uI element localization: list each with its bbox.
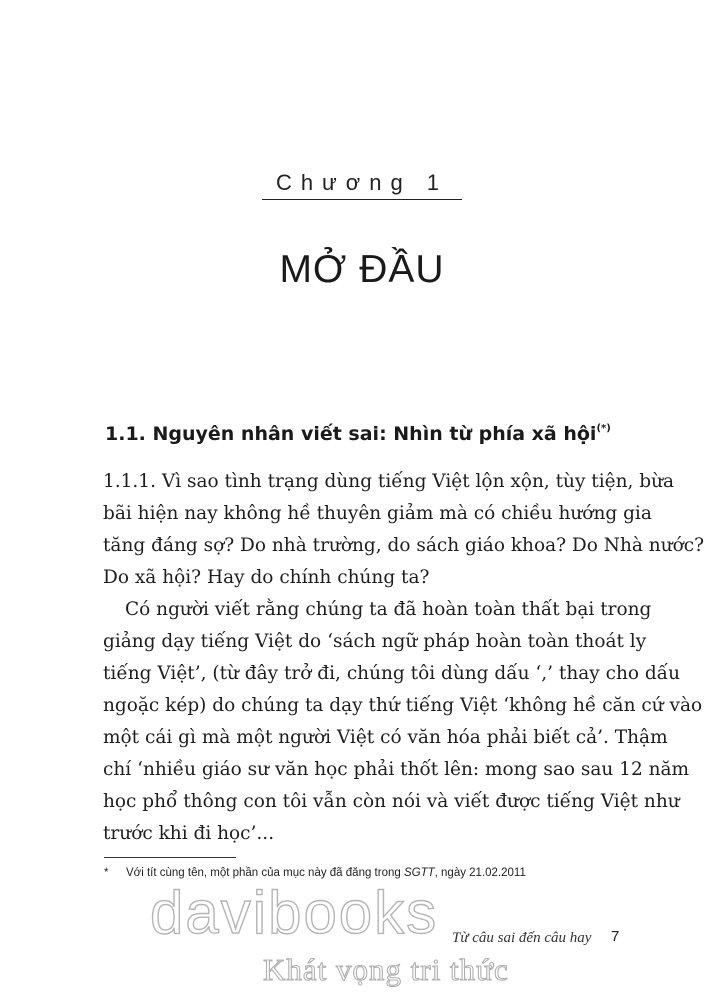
footnote-mark: * [104, 867, 109, 879]
text-line: học phổ thông con tôi vẫn còn nói và viết được tiếng Việt như [103, 791, 680, 812]
text-line: Có người viết rằng chúng ta đã hoàn toàn thất bại trong [125, 599, 652, 620]
chapter-label: Chương 1 [275, 170, 449, 195]
text-line: bãi hiện nay không hề thuyên giảm mà có chiều hướng gia [103, 503, 652, 524]
text-line: chí ‘nhiều giáo sư văn học phải thốt lên: mong sao sau 12 năm [103, 759, 690, 780]
footnote-date: , ngày 21.02.2011 [434, 867, 526, 879]
text-line: một cái gì mà một người Việt có văn hóa phải biết cả’. Thậm [103, 727, 668, 748]
paragraph-1 [103, 466, 704, 594]
footnote-reference: (*) [596, 422, 611, 434]
text-line: Do xã hội? Hay do chính chúng ta? [103, 567, 430, 588]
text-line: giảng dạy tiếng Việt do ‘sách ngữ pháp hoàn toàn thoát ly [103, 631, 647, 652]
page-number: 7 [611, 928, 620, 945]
chapter-divider [262, 199, 462, 200]
footnote-publication: SGTT [403, 867, 435, 879]
text-line: 1.1.1. Vì sao tình trạng dùng tiếng Việt lộn xộn, tùy tiện, bừa [103, 471, 675, 492]
paragraph-2 [103, 594, 703, 850]
footnote-text: Với tít cùng tên, một phần của mục này đã đăng trong [126, 867, 404, 879]
section-heading [105, 423, 625, 445]
section-heading-text: 1.1. Nguyên nhân viết sai: Nhìn từ phía xã hội [105, 423, 597, 445]
text-line: tiếng Việt’, (từ đây trở đi, chúng tôi dùng dấu ‘,’ thay cho dấu [103, 663, 681, 684]
text-line: ngoặc kép) do chúng ta dạy thứ tiếng Việt ‘không hề căn cứ vào [103, 695, 703, 716]
text-line: tăng đáng sợ? Do nhà trường, do sách giáo khoa? Do Nhà nước? [103, 535, 704, 556]
text-line: trước khi đi học’... [103, 823, 275, 844]
chapter-title: MỞ ĐẦU [279, 248, 445, 291]
watermark-logo: davibooks [150, 879, 439, 946]
footnote-divider [104, 857, 236, 858]
watermark-tagline: Khát vọng tri thức [263, 952, 509, 987]
running-footer-title: Từ câu sai đến câu hay [452, 930, 592, 946]
